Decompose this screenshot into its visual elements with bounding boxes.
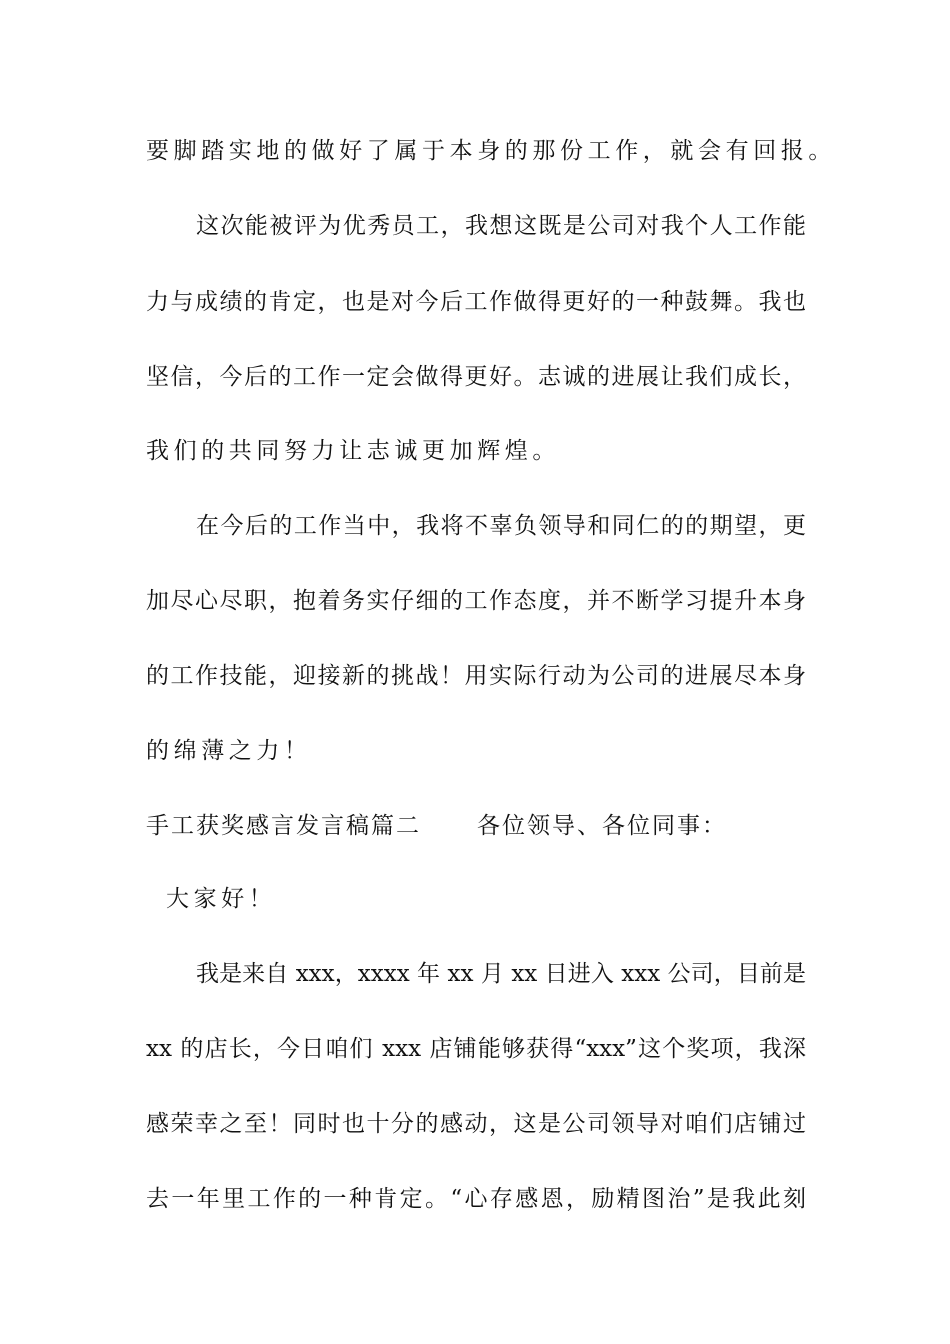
- paragraph-line: 感荣幸之至！同时也十分的感动，这是公司领导对咱们店铺过: [146, 1111, 806, 1137]
- paragraph-line: 坚信，今后的工作一定会做得更好。志诚的进展让我们成长，: [146, 364, 806, 390]
- paragraph-line: 我们的共同努力让志诚更加辉煌。: [146, 438, 560, 464]
- paragraph-line: 我是来自 xxx，xxxx 年 xx 月 xx 日进入 xxx 公司，目前是: [196, 961, 806, 987]
- paragraph-line: 的绵薄之力！: [146, 738, 312, 764]
- paragraph-line: 去一年里工作的一种肯定。“心存感恩，励精图治”是我此刻: [146, 1186, 806, 1212]
- paragraph-line: 要脚踏实地的做好了属于本身的那份工作，就会有回报。: [146, 138, 836, 164]
- paragraph-line: 在今后的工作当中，我将不辜负领导和同仁的的期望，更: [196, 513, 806, 539]
- paragraph-line: 力与成绩的肯定，也是对今后工作做得更好的一种鼓舞。我也: [146, 289, 806, 315]
- section-heading-line: [146, 806, 806, 846]
- paragraph-line: xx 的店长，今日咱们 xxx 店铺能够获得“xxx”这个奖项，我深: [146, 1036, 806, 1062]
- paragraph-line: 加尽心尽职，抱着务实仔细的工作态度，并不断学习提升本身: [146, 588, 806, 614]
- paragraph-line: 的工作技能，迎接新的挑战！用实际行动为公司的进展尽本身: [146, 663, 806, 689]
- salutation: 各位领导、各位同事：: [477, 813, 727, 839]
- paragraph-line: 这次能被评为优秀员工，我想这既是公司对我个人工作能: [196, 213, 806, 239]
- greeting: 大家好！: [166, 886, 277, 912]
- section-title: 手工获奖感言发言稿篇二: [146, 813, 421, 839]
